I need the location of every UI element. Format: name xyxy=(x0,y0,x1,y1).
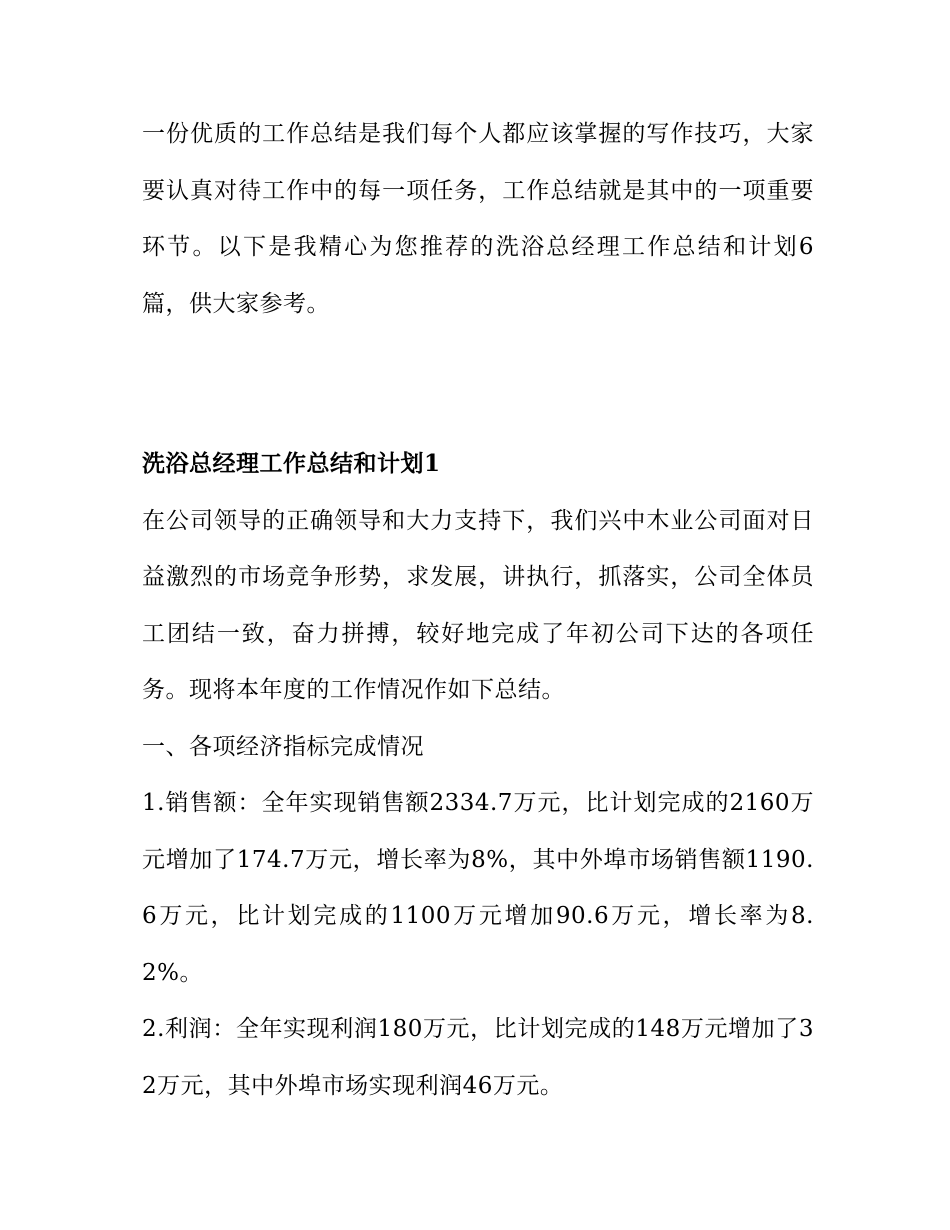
body-paragraph-sales: 1.销售额：全年实现销售额2334.7万元，比计划完成的2160万元增加了174.7万元，增长率为8%，其中外埠市场销售额1190.6万元，比计划完成的1100万元增加90.6万元，增长率为8.2%。 xyxy=(142,790,814,986)
document-body xyxy=(142,106,814,1114)
body-paragraph-overview: 在公司领导的正确领导和大力支持下，我们兴中木业公司面对日益激烈的市场竞争形势，求发展，讲执行，抓落实，公司全体员工团结一致，奋力拼搏，较好地完成了年初公司下达的各项任务。现将本年度的工作情况作如下总结。 xyxy=(142,507,814,703)
body-paragraph-profit: 2.利润：全年实现利润180万元，比计划完成的148万元增加了32万元，其中外埠市场实现利润46万元。 xyxy=(142,1016,814,1099)
section-title: 洗浴总经理工作总结和计划1 xyxy=(142,450,441,477)
intro-paragraph: 一份优质的工作总结是我们每个人都应该掌握的写作技巧，大家要认真对待工作中的每一项任务，工作总结就是其中的一项重要环节。以下是我精心为您推荐的洗浴总经理工作总结和计划6篇，供大家参考。 xyxy=(142,121,814,317)
subheading-economic-indicators: 一、各项经济指标完成情况 xyxy=(142,733,424,760)
